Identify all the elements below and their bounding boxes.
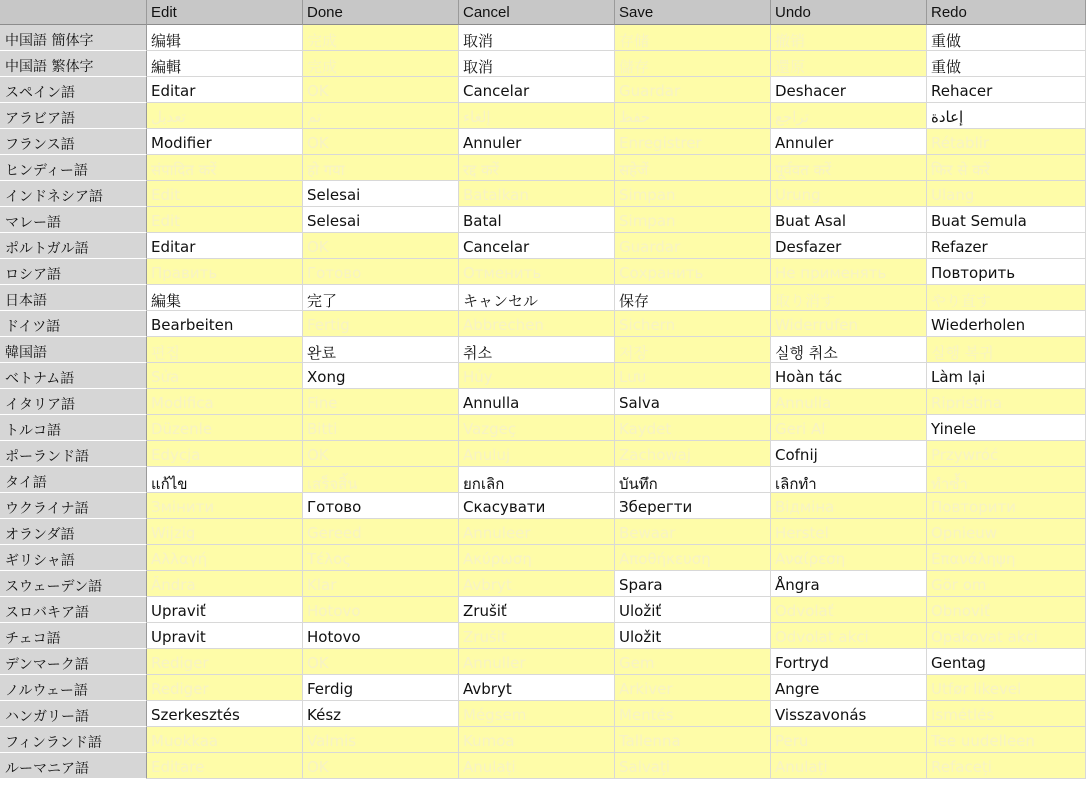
table-cell[interactable]: Gör om	[927, 571, 1086, 597]
table-cell[interactable]: Edit	[147, 207, 303, 233]
table-cell[interactable]: हो गया	[303, 155, 459, 181]
table-cell[interactable]: Не применять	[771, 259, 927, 285]
table-cell[interactable]: Gem	[615, 649, 771, 675]
table-cell[interactable]: Hủy	[459, 363, 615, 389]
table-cell[interactable]: 실행 취소	[771, 337, 927, 363]
table-cell[interactable]: Vazgeç	[459, 415, 615, 441]
table-cell[interactable]: تم	[303, 103, 459, 129]
table-cell[interactable]: Edycja	[147, 441, 303, 467]
table-cell[interactable]: Desfazer	[771, 233, 927, 259]
table-cell[interactable]: Làm lại	[927, 363, 1086, 389]
row-header[interactable]: フィンランド語	[0, 727, 147, 753]
row-header[interactable]: マレー語	[0, 207, 147, 233]
table-cell[interactable]: Salva	[615, 389, 771, 415]
table-cell[interactable]: Bewaar	[615, 519, 771, 545]
table-cell[interactable]: Przywróć	[927, 441, 1086, 467]
table-cell[interactable]: Annuleer	[459, 519, 615, 545]
table-cell[interactable]: Batalkan	[459, 181, 615, 207]
table-cell[interactable]: Guardar	[615, 233, 771, 259]
table-cell[interactable]: Enregistrer	[615, 129, 771, 155]
table-cell[interactable]: やり直す	[927, 285, 1086, 311]
row-header[interactable]: フランス語	[0, 129, 147, 155]
table-cell[interactable]: Refaceți	[927, 753, 1086, 779]
table-cell[interactable]: บันทึก	[615, 467, 771, 493]
row-header[interactable]: 中国語 簡体字	[0, 25, 147, 51]
table-cell[interactable]: 儲存	[615, 51, 771, 77]
table-cell[interactable]: Urung	[771, 181, 927, 207]
table-cell[interactable]: Widerrufen	[771, 311, 927, 337]
table-cell[interactable]: 取り消す	[771, 285, 927, 311]
table-cell[interactable]: Zrušit	[459, 623, 615, 649]
table-cell[interactable]: 保存	[615, 285, 771, 311]
table-cell[interactable]: 取消	[459, 25, 615, 51]
table-cell[interactable]: Kaydet	[615, 415, 771, 441]
row-header[interactable]: タイ語	[0, 467, 147, 493]
table-cell[interactable]: Odvolať	[771, 597, 927, 623]
table-cell[interactable]: Zachowaj	[615, 441, 771, 467]
table-cell[interactable]: फिर से करें	[927, 155, 1086, 181]
row-header[interactable]: スロバキア語	[0, 597, 147, 623]
table-cell[interactable]: Sichern	[615, 311, 771, 337]
table-cell[interactable]: إعادة	[927, 103, 1086, 129]
table-cell[interactable]: Wiederholen	[927, 311, 1086, 337]
table-cell[interactable]: Simpan	[615, 207, 771, 233]
table-cell[interactable]: OK	[303, 753, 459, 779]
table-cell[interactable]: Ulang	[927, 181, 1086, 207]
table-cell[interactable]: Cofnij	[771, 441, 927, 467]
row-header[interactable]: チェコ語	[0, 623, 147, 649]
table-cell[interactable]: Annulla	[459, 389, 615, 415]
table-cell[interactable]: Kumoa	[459, 727, 615, 753]
table-cell[interactable]: Αναίρεση	[771, 545, 927, 571]
table-cell[interactable]: Anulați	[459, 753, 615, 779]
table-cell[interactable]: Wijzig	[147, 519, 303, 545]
table-cell[interactable]: 取消	[459, 51, 615, 77]
table-cell[interactable]: Muokkaa	[147, 727, 303, 753]
table-cell[interactable]: OK	[303, 77, 459, 103]
table-cell[interactable]: Guardar	[615, 77, 771, 103]
table-cell[interactable]: Cancelar	[459, 77, 615, 103]
table-cell[interactable]: Simpan	[615, 181, 771, 207]
table-cell[interactable]: Kész	[303, 701, 459, 727]
table-cell[interactable]: Αλλαγή	[147, 545, 303, 571]
table-cell[interactable]: Cancelar	[459, 233, 615, 259]
table-cell[interactable]: Upraviť	[147, 597, 303, 623]
table-cell[interactable]: Ändra	[147, 571, 303, 597]
table-cell[interactable]: Повторити	[927, 493, 1086, 519]
table-cell[interactable]: Salvați	[615, 753, 771, 779]
table-cell[interactable]: Editare	[147, 753, 303, 779]
table-cell[interactable]: Opnieuw	[927, 519, 1086, 545]
table-cell[interactable]: Відміна	[771, 493, 927, 519]
table-cell[interactable]: Rehacer	[927, 77, 1086, 103]
table-cell[interactable]: Klar	[303, 571, 459, 597]
table-cell[interactable]: Edit	[147, 181, 303, 207]
table-cell[interactable]: 撤销	[771, 25, 927, 51]
table-cell[interactable]: เลิกทำ	[771, 467, 927, 493]
table-cell[interactable]: Rediger	[147, 675, 303, 701]
table-cell[interactable]: Fine	[303, 389, 459, 415]
table-cell[interactable]: Arkiver	[615, 675, 771, 701]
table-cell[interactable]: Düzenle	[147, 415, 303, 441]
table-cell[interactable]: Batal	[459, 207, 615, 233]
table-cell[interactable]: संपादित करें	[147, 155, 303, 181]
table-cell[interactable]: Mégsem	[459, 701, 615, 727]
table-cell[interactable]: Sửa	[147, 363, 303, 389]
row-header[interactable]: スペイン語	[0, 77, 147, 103]
table-cell[interactable]: Opakovat akci	[927, 623, 1086, 649]
table-cell[interactable]: Lưu	[615, 363, 771, 389]
table-cell[interactable]: Peru	[771, 727, 927, 753]
table-cell[interactable]: Готово	[303, 259, 459, 285]
table-cell[interactable]: सहेजें	[615, 155, 771, 181]
table-cell[interactable]: Odvolat akci	[771, 623, 927, 649]
table-cell[interactable]: Править	[147, 259, 303, 285]
table-cell[interactable]: キャンセル	[459, 285, 615, 311]
table-cell[interactable]: 실행 복귀	[927, 337, 1086, 363]
table-cell[interactable]: แก้ไข	[147, 467, 303, 493]
table-cell[interactable]: Ακύρωση	[459, 545, 615, 571]
table-cell[interactable]: Herstel	[771, 519, 927, 545]
table-cell[interactable]: ทำซ้ำ	[927, 467, 1086, 493]
table-cell[interactable]: 編輯	[147, 51, 303, 77]
table-cell[interactable]: Зберегти	[615, 493, 771, 519]
row-header[interactable]: ヒンディー語	[0, 155, 147, 181]
table-cell[interactable]: रद्द करें	[459, 155, 615, 181]
row-header[interactable]: アラビア語	[0, 103, 147, 129]
table-cell[interactable]: Annulla	[771, 389, 927, 415]
table-cell[interactable]: ยกเลิก	[459, 467, 615, 493]
table-cell[interactable]: حفظ	[615, 103, 771, 129]
table-cell[interactable]: 編集	[147, 285, 303, 311]
table-cell[interactable]: OK	[303, 649, 459, 675]
row-header[interactable]: 中国語 繁体字	[0, 51, 147, 77]
table-cell[interactable]: Uložiť	[615, 597, 771, 623]
table-cell[interactable]: Utfør likevel	[927, 675, 1086, 701]
table-cell[interactable]: Yinele	[927, 415, 1086, 441]
row-header[interactable]: ルーマニア語	[0, 753, 147, 779]
row-header[interactable]: 日本語	[0, 285, 147, 311]
row-header[interactable]: イタリア語	[0, 389, 147, 415]
table-cell[interactable]: Ångra	[771, 571, 927, 597]
table-cell[interactable]: Angre	[771, 675, 927, 701]
column-header-redo[interactable]: Redo	[927, 0, 1086, 25]
table-cell[interactable]: Bitti	[303, 415, 459, 441]
column-header-cancel[interactable]: Cancel	[459, 0, 615, 25]
table-cell[interactable]: Τέλος	[303, 545, 459, 571]
row-header[interactable]: スウェーデン語	[0, 571, 147, 597]
table-cell[interactable]: Hoàn tác	[771, 363, 927, 389]
row-header[interactable]: ベトナム語	[0, 363, 147, 389]
table-cell[interactable]: Annuler	[771, 129, 927, 155]
table-cell[interactable]: 편집	[147, 337, 303, 363]
table-cell[interactable]: Ismétlés	[927, 701, 1086, 727]
table-cell[interactable]: Rétablir	[927, 129, 1086, 155]
table-cell[interactable]: Avbryt	[459, 675, 615, 701]
table-cell[interactable]: تعديل	[147, 103, 303, 129]
table-cell[interactable]: 完成	[303, 51, 459, 77]
table-cell[interactable]: Modifier	[147, 129, 303, 155]
table-cell[interactable]: Uložit	[615, 623, 771, 649]
table-cell[interactable]: Refazer	[927, 233, 1086, 259]
table-cell[interactable]: Змінити	[147, 493, 303, 519]
table-cell[interactable]: إلغاء	[459, 103, 615, 129]
table-cell[interactable]: OK	[303, 233, 459, 259]
table-cell[interactable]: Xong	[303, 363, 459, 389]
table-cell[interactable]: Selesai	[303, 181, 459, 207]
table-cell[interactable]: 취소	[459, 337, 615, 363]
table-cell[interactable]: 重做	[927, 51, 1086, 77]
column-header-done[interactable]: Done	[303, 0, 459, 25]
row-header[interactable]: ギリシャ語	[0, 545, 147, 571]
table-cell[interactable]: पूर्ववत करें	[771, 155, 927, 181]
table-cell[interactable]: Bearbeiten	[147, 311, 303, 337]
table-cell[interactable]: تراجع	[771, 103, 927, 129]
table-cell[interactable]: Fertig	[303, 311, 459, 337]
row-header[interactable]: トルコ語	[0, 415, 147, 441]
row-header[interactable]: ノルウェー語	[0, 675, 147, 701]
table-cell[interactable]: Ripristina	[927, 389, 1086, 415]
row-header[interactable]: ハンガリー語	[0, 701, 147, 727]
table-cell[interactable]: 완료	[303, 337, 459, 363]
table-cell[interactable]: Editar	[147, 233, 303, 259]
table-cell[interactable]: Selesai	[303, 207, 459, 233]
table-cell[interactable]: Buat Asal	[771, 207, 927, 233]
table-cell[interactable]: 完成	[303, 25, 459, 51]
table-cell[interactable]: Gereed	[303, 519, 459, 545]
row-header[interactable]: ロシア語	[0, 259, 147, 285]
corner-header[interactable]	[0, 0, 147, 25]
table-cell[interactable]: Geri Al	[771, 415, 927, 441]
table-cell[interactable]: Hotovo	[303, 597, 459, 623]
table-cell[interactable]: Obnoviť	[927, 597, 1086, 623]
table-cell[interactable]: Tallenna	[615, 727, 771, 753]
table-cell[interactable]: 重做	[927, 25, 1086, 51]
row-header[interactable]: インドネシア語	[0, 181, 147, 207]
row-header[interactable]: ドイツ語	[0, 311, 147, 337]
table-cell[interactable]: Anulați	[771, 753, 927, 779]
table-cell[interactable]: Gentag	[927, 649, 1086, 675]
table-cell[interactable]: Editar	[147, 77, 303, 103]
table-cell[interactable]: Spara	[615, 571, 771, 597]
row-header[interactable]: オランダ語	[0, 519, 147, 545]
table-cell[interactable]: เสร็จสิ้น	[303, 467, 459, 493]
row-header[interactable]: ウクライナ語	[0, 493, 147, 519]
table-cell[interactable]: Annuler	[459, 129, 615, 155]
table-cell[interactable]: Visszavonás	[771, 701, 927, 727]
table-cell[interactable]: Abbrechen	[459, 311, 615, 337]
table-cell[interactable]: Valmis	[303, 727, 459, 753]
table-cell[interactable]: 完了	[303, 285, 459, 311]
table-cell[interactable]: Rediger	[147, 649, 303, 675]
table-cell[interactable]: Mentés	[615, 701, 771, 727]
table-cell[interactable]: Szerkesztés	[147, 701, 303, 727]
table-cell[interactable]: 存储	[615, 25, 771, 51]
column-header-save[interactable]: Save	[615, 0, 771, 25]
column-header-undo[interactable]: Undo	[771, 0, 927, 25]
table-cell[interactable]: OK	[303, 441, 459, 467]
table-cell[interactable]: Отменить	[459, 259, 615, 285]
row-header[interactable]: ポーランド語	[0, 441, 147, 467]
table-cell[interactable]: Αποθήκευση	[615, 545, 771, 571]
table-cell[interactable]: Upravit	[147, 623, 303, 649]
table-cell[interactable]: 编辑	[147, 25, 303, 51]
table-cell[interactable]: Zrušiť	[459, 597, 615, 623]
table-cell[interactable]: Ferdig	[303, 675, 459, 701]
table-cell[interactable]: Επανάληψη	[927, 545, 1086, 571]
row-header[interactable]: 韓国語	[0, 337, 147, 363]
table-cell[interactable]: Avbryt	[459, 571, 615, 597]
table-cell[interactable]: 저장	[615, 337, 771, 363]
table-cell[interactable]: OK	[303, 129, 459, 155]
table-cell[interactable]: Сохранить	[615, 259, 771, 285]
table-cell[interactable]: Tee uudelleen	[927, 727, 1086, 753]
table-cell[interactable]: Buat Semula	[927, 207, 1086, 233]
table-cell[interactable]: Deshacer	[771, 77, 927, 103]
table-cell[interactable]: Anuluj	[459, 441, 615, 467]
row-header[interactable]: ポルトガル語	[0, 233, 147, 259]
table-cell[interactable]: Annuller	[459, 649, 615, 675]
column-header-edit[interactable]: Edit	[147, 0, 303, 25]
table-cell[interactable]: Hotovo	[303, 623, 459, 649]
table-cell[interactable]: 還原	[771, 51, 927, 77]
table-cell[interactable]: Скасувати	[459, 493, 615, 519]
table-cell[interactable]: Fortryd	[771, 649, 927, 675]
row-header[interactable]: デンマーク語	[0, 649, 147, 675]
table-cell[interactable]: Modifica	[147, 389, 303, 415]
table-cell[interactable]: Готово	[303, 493, 459, 519]
table-cell[interactable]: Повторить	[927, 259, 1086, 285]
